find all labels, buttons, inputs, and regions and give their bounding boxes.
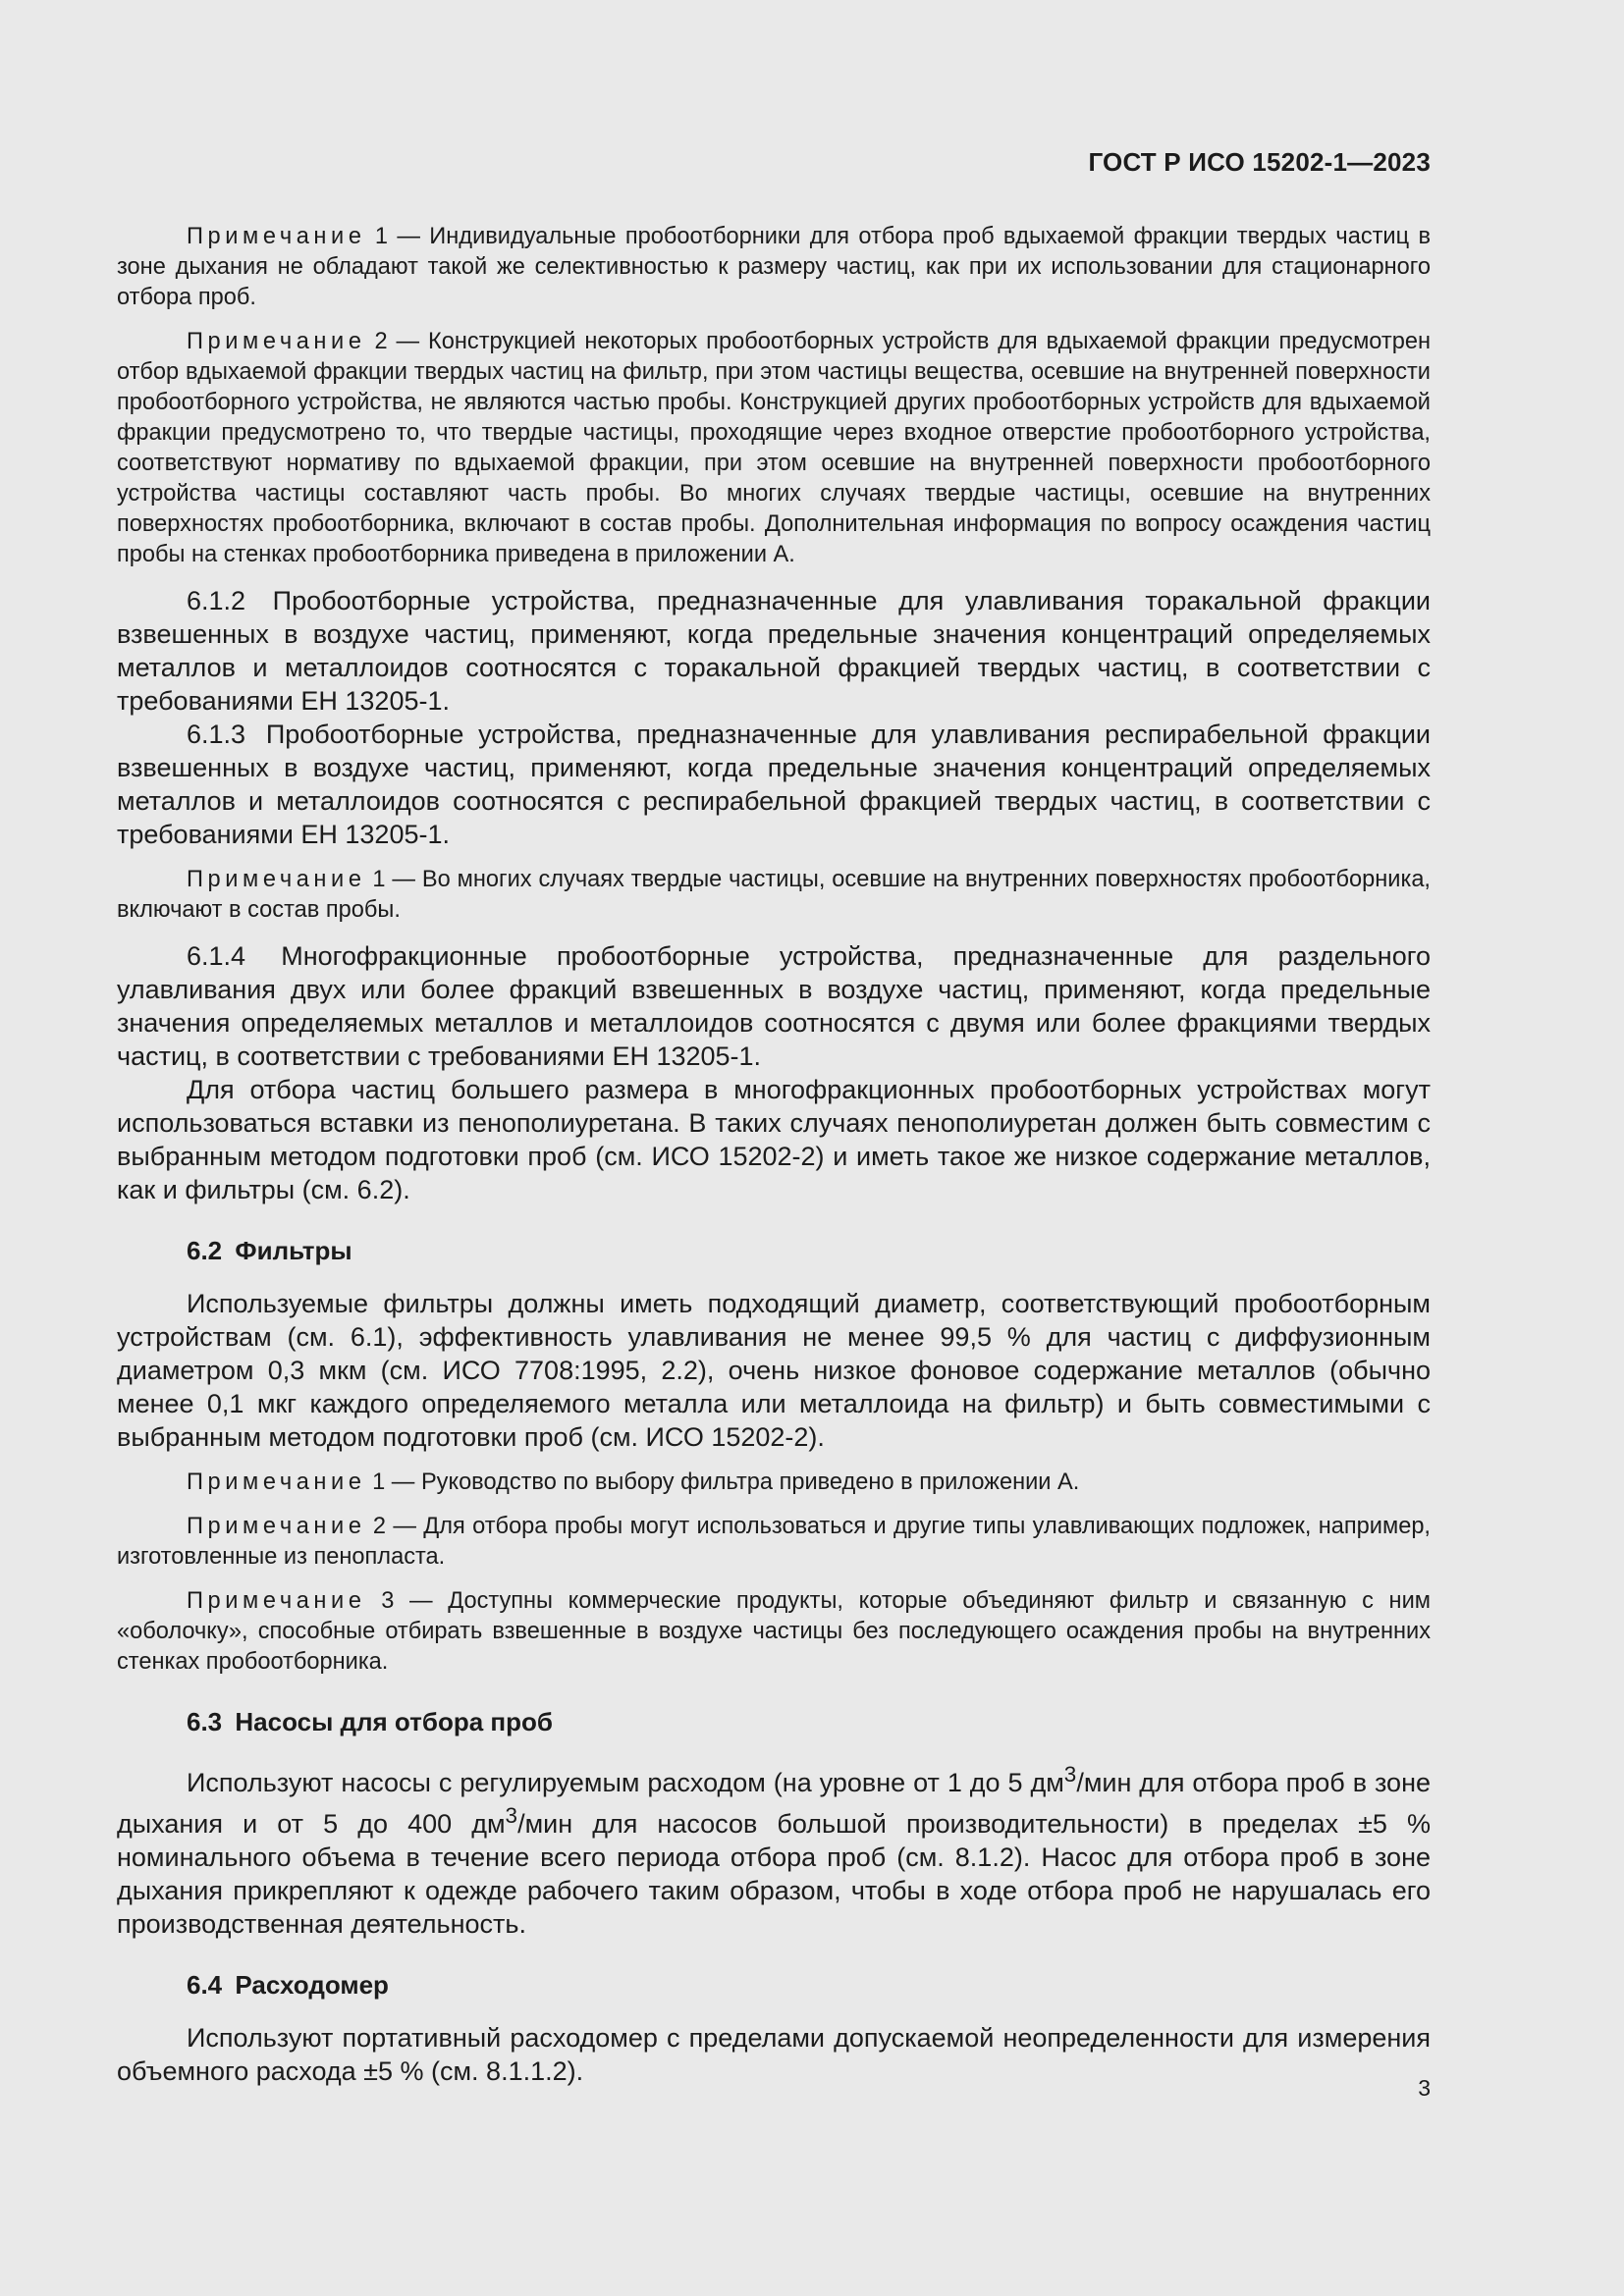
note-label: Примечание xyxy=(187,224,366,249)
section-title: Насосы для отбора проб xyxy=(235,1707,553,1736)
clause-paragraph xyxy=(117,939,1431,1073)
clause-text: Пробоотборные устройства, предназначенные для улавливания респирабельной фракции взвешенных в воздухе частиц, применяют, когда предельные значения концентраций определяемых металлов и металлоидов соотносятся с респирабельной фракцией твердых частиц, в соответствии с требованиями ЕН 13205-1. xyxy=(117,720,1431,849)
note-text: 1 — Во многих случаях твердые частицы, осевшие на внутренних поверхностях пробоотборника, включают в состав пробы. xyxy=(117,867,1431,923)
note-label: Примечание xyxy=(187,1469,366,1495)
section-heading xyxy=(117,1705,1431,1738)
body-text: /мин для отбора проб в зоне дыхания и от 5 до 400 дм xyxy=(117,1768,1431,1839)
clause-paragraph xyxy=(117,584,1431,718)
clause-number: 6.1.2 xyxy=(187,586,246,615)
note-paragraph xyxy=(117,222,1431,313)
note-text: 1 — Руководство по выбору фильтра приведено в приложении А. xyxy=(365,1469,1080,1495)
note-label: Примечание xyxy=(187,1514,366,1539)
body-text: /мин для насосов большой производительности) в пределах ±5 % номинального объема в течение всего периода отбора проб (см. 8.1.2). Насос для отбора проб в зоне дыхания прикрепляют к одежде рабочего таким образом, чтобы в ходе отбора проб не нарушалась его производственная деятельность. xyxy=(117,1809,1431,1939)
body-paragraph xyxy=(117,1758,1431,1941)
section-title: Фильтры xyxy=(235,1236,352,1265)
section-number: 6.2 xyxy=(187,1236,223,1265)
note-paragraph xyxy=(117,1468,1431,1498)
note-label: Примечание xyxy=(187,1588,366,1614)
clause-text: Многофракционные пробоотборные устройства, предназначенные для раздельного улавливания двух или более фракций взвешенных в воздухе частиц, применяют, когда предельные значения определяемых металлов и металлоидов соотносятся с двумя или более фракциями твердых частиц, в соответствии с требованиями ЕН 13205-1. xyxy=(117,941,1431,1071)
section-number: 6.4 xyxy=(187,1970,223,2000)
clause-text: Пробоотборные устройства, предназначенные для улавливания торакальной фракции взвешенных в воздухе частиц, применяют, когда предельные значения концентраций определяемых металлов и металлоидов соотносятся с торакальной фракцией твердых частиц, в соответствии с требованиями ЕН 13205-1. xyxy=(117,586,1431,716)
section-heading xyxy=(117,1234,1431,1267)
note-text: 2 — Для отбора пробы могут использоваться и другие типы улавливающих подложек, например, изготовленные из пенопласта. xyxy=(117,1514,1431,1570)
note-paragraph xyxy=(117,865,1431,926)
body-paragraph: Для отбора частиц большего размера в многофракционных пробоотборных устройствах могут использоваться вставки из пенополиуретана. В таких случаях пенополиуретан должен быть совместим с выбранным методом подготовки проб (см. ИСО 15202-2) и иметь такое же низкое содержание металлов, как и фильтры (см. 6.2). xyxy=(117,1075,1431,1204)
document-code-header: ГОСТ Р ИСО 15202-1—2023 xyxy=(1088,147,1431,177)
body-paragraph: Используемые фильтры должны иметь подходящий диаметр, соответствующий пробоотборным устройствам (см. 6.1), эффективность улавливания не менее 99,5 % для частиц с диффузионным диаметром 0,3 мкм (см. ИСО 7708:1995, 2.2), очень низкое фоновое содержание металлов (обычно менее 0,1 мкг каждого определяемого металла или металлоида на фильтр) и быть совместимыми с выбранным методом подготовки проб (см. ИСО 15202-2). xyxy=(117,1289,1431,1452)
page-number: 3 xyxy=(1418,2075,1431,2101)
note-paragraph xyxy=(117,1512,1431,1573)
clause-paragraph xyxy=(117,718,1431,851)
note-text: 1 — Индивидуальные пробоотборники для отбора проб вдыхаемой фракции твердых частиц в зоне дыхания не обладают такой же селективностью к размеру частиц, как при их использовании для стационарного отбора проб. xyxy=(117,224,1431,310)
section-number: 6.3 xyxy=(187,1707,223,1736)
note-label: Примечание xyxy=(187,867,366,892)
note-text: 2 — Конструкцией некоторых пробоотборных устройств для вдыхаемой фракции предусмотрен отбор вдыхаемой фракции твердых частиц на фильтр, при этом частицы вещества, осевшие на внутренней поверхности пробоотборного устройства, не являются частью пробы. Конструкцией других пробоотборных устройств для вдыхаемой фракции предусмотрено то, что твердые частицы, проходящие через входное отверстие пробоотборного устройства, соответствуют нормативу по вдыхаемой фракции, при этом осевшие на внутренней поверхности пробоотборного устройства частицы составляют часть пробы. Во многих случаях твердые частицы, осевшие на внутренних поверхностях пробоотборника, включают в состав пробы. Дополнительная информация по вопросу осаждения частиц пробы на стенках пробоотборника приведена в приложении А. xyxy=(117,329,1431,567)
body-text: Используют насосы с регулируемым расходом (на уровне от 1 до 5 дм xyxy=(187,1768,1064,1797)
superscript: 3 xyxy=(505,1803,518,1828)
clause-number: 6.1.3 xyxy=(187,720,246,749)
document-body xyxy=(117,222,1431,2088)
body-paragraph: Используют портативный расходомер с пределами допускаемой неопределенности для измерения объемного расхода ±5 % (см. 8.1.1.2). xyxy=(117,2023,1431,2086)
section-title: Расходомер xyxy=(235,1970,389,2000)
clause-number: 6.1.4 xyxy=(187,941,246,971)
note-text: 3 — Доступны коммерческие продукты, которые объединяют фильтр и связанную с ним «оболочку», способные отбирать взвешенные в воздухе частицы без последующего осаждения пробы на внутренних стенках пробоотборника. xyxy=(117,1588,1431,1675)
section-heading xyxy=(117,1968,1431,2002)
superscript: 3 xyxy=(1063,1762,1077,1787)
note-paragraph xyxy=(117,327,1431,570)
note-paragraph xyxy=(117,1586,1431,1678)
note-label: Примечание xyxy=(187,329,366,354)
